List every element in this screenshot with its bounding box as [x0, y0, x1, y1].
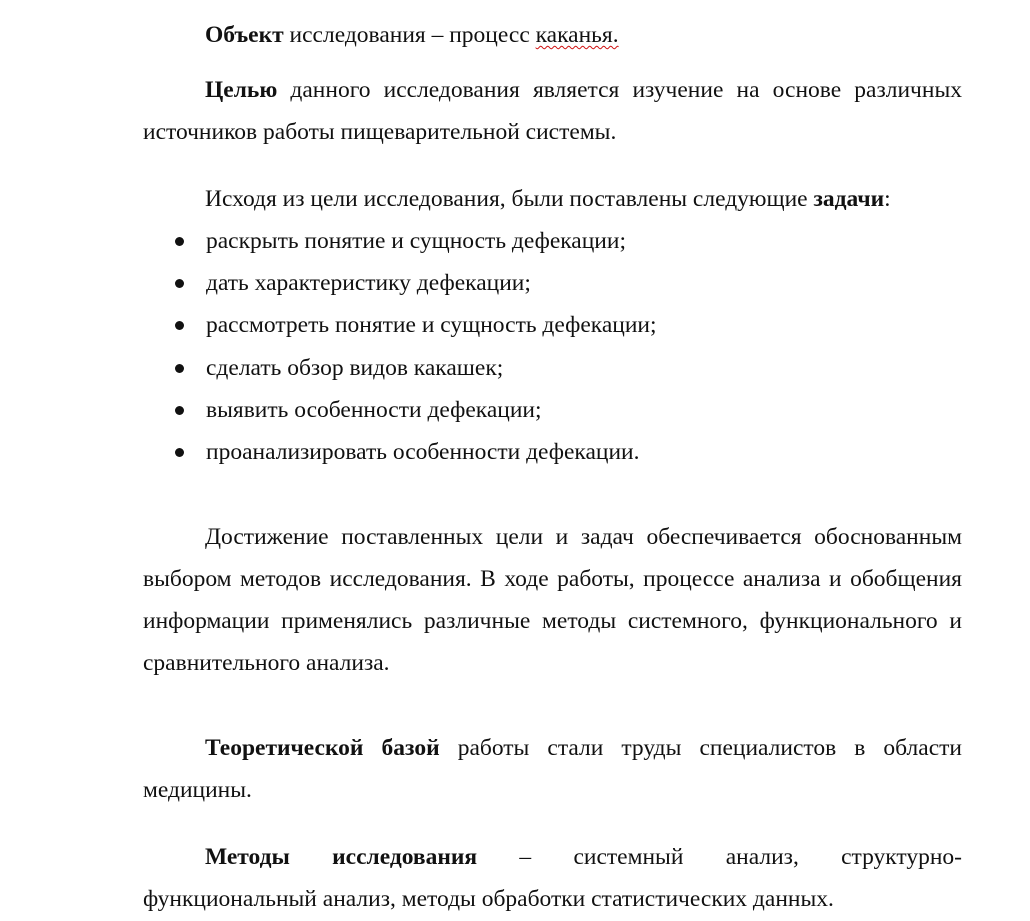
bullet-icon — [175, 364, 184, 373]
goal-label: Целью — [205, 77, 278, 103]
bullet-icon — [175, 406, 184, 415]
paragraph-tasks-intro — [143, 178, 962, 220]
goal-text: данного исследования является изучение на основе различных источников работы пищеварительной системы. — [143, 77, 962, 145]
task-item-text: рассмотреть понятие и сущность дефекации; — [206, 312, 657, 339]
bullet-icon — [175, 237, 184, 246]
list-item — [143, 389, 962, 431]
methods-line-2: функциональный анализ, методы обработки статистических данных. — [143, 886, 834, 912]
paragraph-goal — [143, 69, 962, 153]
paragraph-object — [143, 14, 962, 56]
spellcheck-flagged-word[interactable]: каканья. — [535, 22, 619, 48]
task-item-text: выявить особенности дефекации; — [206, 396, 542, 423]
bullet-icon — [175, 448, 184, 457]
task-list — [143, 220, 962, 473]
list-item — [143, 220, 962, 262]
bullet-icon — [175, 279, 184, 288]
tasks-label: задачи — [813, 186, 885, 212]
task-item-text: дать характеристику дефекации; — [206, 270, 531, 297]
methods-line1-text: – системный анализ, структурно- — [477, 844, 963, 870]
tasks-intro-tail: : — [884, 186, 891, 212]
list-item — [143, 431, 962, 473]
paragraph-methods-achievement — [143, 516, 962, 684]
task-item-text: сделать обзор видов какашек; — [206, 354, 504, 381]
list-item — [143, 304, 962, 346]
task-item-text: проанализировать особенности дефекации. — [206, 438, 640, 465]
theory-base-label: Теоретической базой — [205, 735, 440, 761]
object-text: исследования – процесс — [283, 22, 536, 48]
methods-label: Методы исследования — [205, 844, 478, 870]
paragraph-methods — [143, 836, 962, 920]
bullet-icon — [175, 321, 184, 330]
list-item — [143, 262, 962, 304]
methods-line-1 — [143, 836, 962, 878]
paragraph-theory-base — [143, 727, 962, 811]
methods-achievement-text: Достижение поставленных цели и задач обеспечивается обоснованным выбором методов исследования. В ходе работы, процессе анализа и обобщения информации применялись различные методы системного, функционального и сравнительного анализа. — [143, 524, 962, 676]
task-item-text: раскрыть понятие и сущность дефекации; — [206, 228, 626, 254]
list-item — [143, 347, 962, 389]
theory-base-text: работы стали труды специалистов в области медицины. — [143, 735, 962, 803]
tasks-intro-text: Исходя из цели исследования, были поставлены следующие — [205, 186, 814, 212]
object-label: Объект — [205, 22, 284, 48]
